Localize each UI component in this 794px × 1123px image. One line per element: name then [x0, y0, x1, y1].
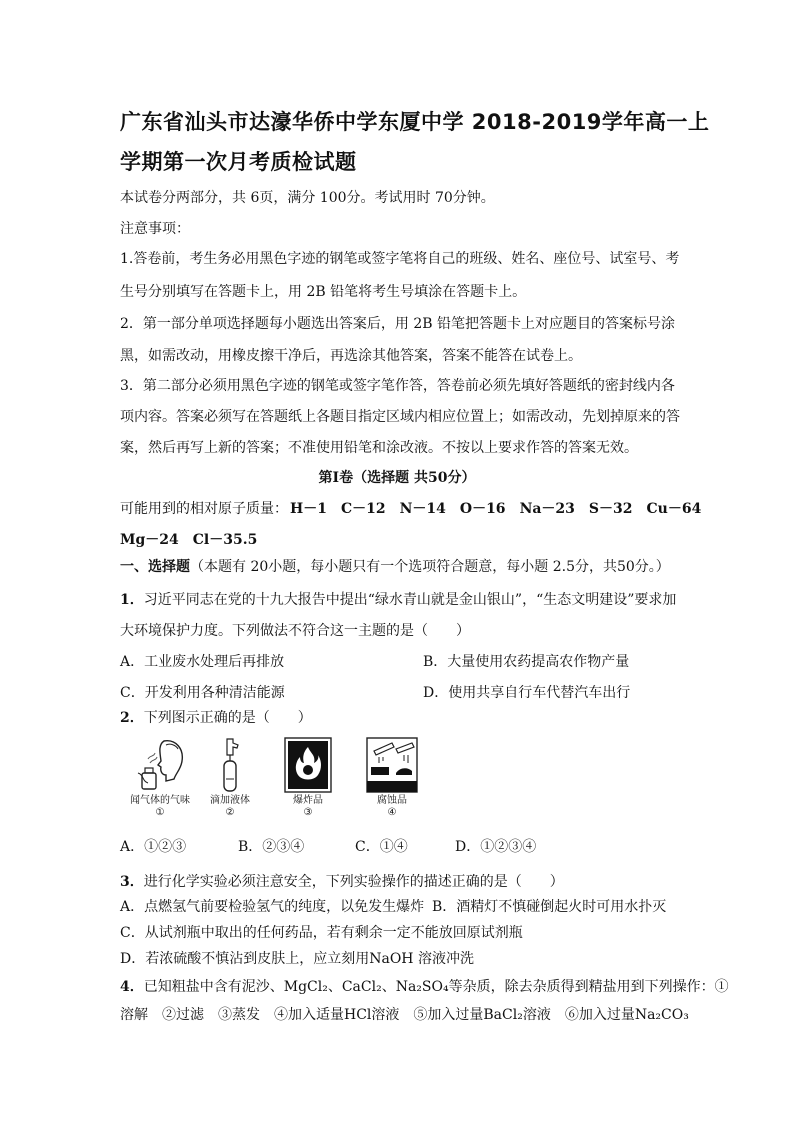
figure-4-caption: 腐蚀品: [377, 795, 407, 806]
q4-line1: [120, 976, 729, 996]
q3-number: 3．: [120, 874, 144, 890]
note-line: 1.答卷前，考生务必用黑色字迹的钢笔或签字笔将自己的班级、姓名、座位号、试室号、考: [120, 251, 680, 267]
dropper-icon: [200, 735, 260, 795]
figure-4-number: ④: [387, 807, 397, 818]
figure-1: [120, 735, 200, 819]
note-line: 3．第二部分必须用黑色字迹的钢笔或签字笔作答，答卷前必须先填好答题纸的密封线内各: [120, 378, 675, 394]
corrosive-icon: [362, 735, 422, 795]
q2-option-a: A．①②③: [120, 839, 187, 855]
mass-item: Cu－64: [646, 501, 702, 517]
figure-1-number: ①: [155, 807, 165, 818]
mass-item: Na－23: [519, 501, 575, 517]
q3-stem: 进行化学实验必须注意安全，下列实验操作的描述正确的是（ ）: [143, 874, 564, 890]
figure-3-caption: 爆炸品: [293, 795, 323, 806]
mass-item: Mg－24: [120, 532, 179, 548]
note-line: 生号分别填写在答题卡上，用 2B 铅笔将考生号填涂在答题卡上。: [120, 284, 527, 300]
atomic-masses-line1: [120, 498, 715, 518]
q1-line2: 大环境保护力度。下列做法不符合这一主题的是（ ）: [120, 623, 470, 639]
explosive-icon: [278, 735, 338, 795]
q2-stem: 下列图示正确的是（ ）: [143, 710, 312, 726]
q2-option-b: B．②③④: [238, 839, 305, 855]
q1-option-a: A．工业废水处理后再排放: [120, 654, 285, 670]
mass-item: H－1: [290, 501, 327, 517]
mass-item: C－12: [340, 501, 386, 517]
q1-option-d: D．使用共享自行车代替汽车出行: [423, 685, 631, 701]
q2-line: [120, 707, 312, 727]
exam-title-line2: 学期第一次月考质检试题: [120, 150, 357, 174]
smell-gas-icon: [130, 735, 190, 795]
exam-title-line1: 广东省汕头市达濠华侨中学东厦中学 2018-2019学年高一上: [120, 110, 710, 134]
q3-option-a: A．点燃氢气前要检验氢气的纯度，以免发生爆炸: [120, 899, 425, 915]
section-title: 第Ⅰ卷（选择题 共50分）: [318, 470, 476, 486]
mass-item: N－14: [399, 501, 446, 517]
part1-description: （本题有 20小题，每小题只有一个选项符合题意，每小题 2.5分，共50分。）: [190, 559, 670, 575]
atomic-masses-line2: [120, 529, 271, 549]
q1-number: 1．: [120, 592, 144, 608]
figure-2: [190, 735, 270, 819]
part1-heading: 一、选择题: [120, 559, 190, 575]
q2-option-c: C．①④: [355, 839, 408, 855]
part1-header: [120, 556, 670, 576]
q4-number: 4．: [120, 979, 144, 995]
q4-line2: 溶解 ②过滤 ③蒸发 ④加入适量HCl溶液 ⑤加入过量BaCl₂溶液 ⑥加入过量Na₂CO₃: [120, 1007, 689, 1023]
q1-line1: [120, 589, 676, 609]
q4-stem: 已知粗盐中含有泥沙、MgCl₂、CaCl₂、Na₂SO₄等杂质，除去杂质得到精盐用到下列操作：①: [143, 979, 729, 995]
figure-3-number: ③: [303, 807, 313, 818]
note-line: 案，然后再写上新的答案；不准使用铅笔和涂改液。不按以上要求作答的答案无效。: [120, 440, 638, 456]
q3-option-d: D．若浓硫酸不慎沾到皮肤上，应立刻用NaOH 溶液冲洗: [120, 951, 474, 967]
q1-option-b: B．大量使用农药提高农作物产量: [423, 654, 630, 670]
figure-3: [268, 735, 348, 819]
q3-option-b: B．酒精灯不慎碰倒起火时可用水扑灭: [432, 899, 667, 915]
q1-option-c: C．开发利用各种清洁能源: [120, 685, 285, 701]
q2-option-d: D．①②③④: [455, 839, 537, 855]
q2-number: 2．: [120, 710, 144, 726]
figure-2-caption: 滴加液体: [210, 795, 250, 806]
mass-item: O－16: [459, 501, 506, 517]
mass-item: Cl－35.5: [192, 532, 258, 548]
figure-4: [352, 735, 432, 819]
mass-item: S－32: [588, 501, 633, 517]
note-line: 黑，如需改动，用橡皮擦干净后，再选涂其他答案，答案不能答在试卷上。: [120, 348, 582, 364]
masses-label: 可能用到的相对原子质量：: [120, 501, 288, 517]
note-line: 2．第一部分单项选择题每小题选出答案后，用 2B 铅笔把答题卡上对应题目的答案标号涂: [120, 316, 676, 332]
exam-intro: 本试卷分两部分，共 6页，满分 100分。考试用时 70分钟。: [120, 190, 495, 206]
note-line: 项内容。答案必须写在答题纸上各题目指定区域内相应位置上；如需改动，先划掉原来的答: [120, 409, 680, 425]
figure-2-number: ②: [225, 807, 235, 818]
q1-stem: 习近平同志在党的十九大报告中提出“绿水青山就是金山银山”，“生态文明建设”要求加: [143, 592, 677, 608]
q3-line: [120, 871, 564, 891]
q3-option-c: C．从试剂瓶中取出的任何药品，若有剩余一定不能放回原试剂瓶: [120, 925, 523, 941]
notes-heading: 注意事项：: [120, 221, 190, 237]
figure-1-caption: 闻气体的气味: [130, 795, 190, 806]
